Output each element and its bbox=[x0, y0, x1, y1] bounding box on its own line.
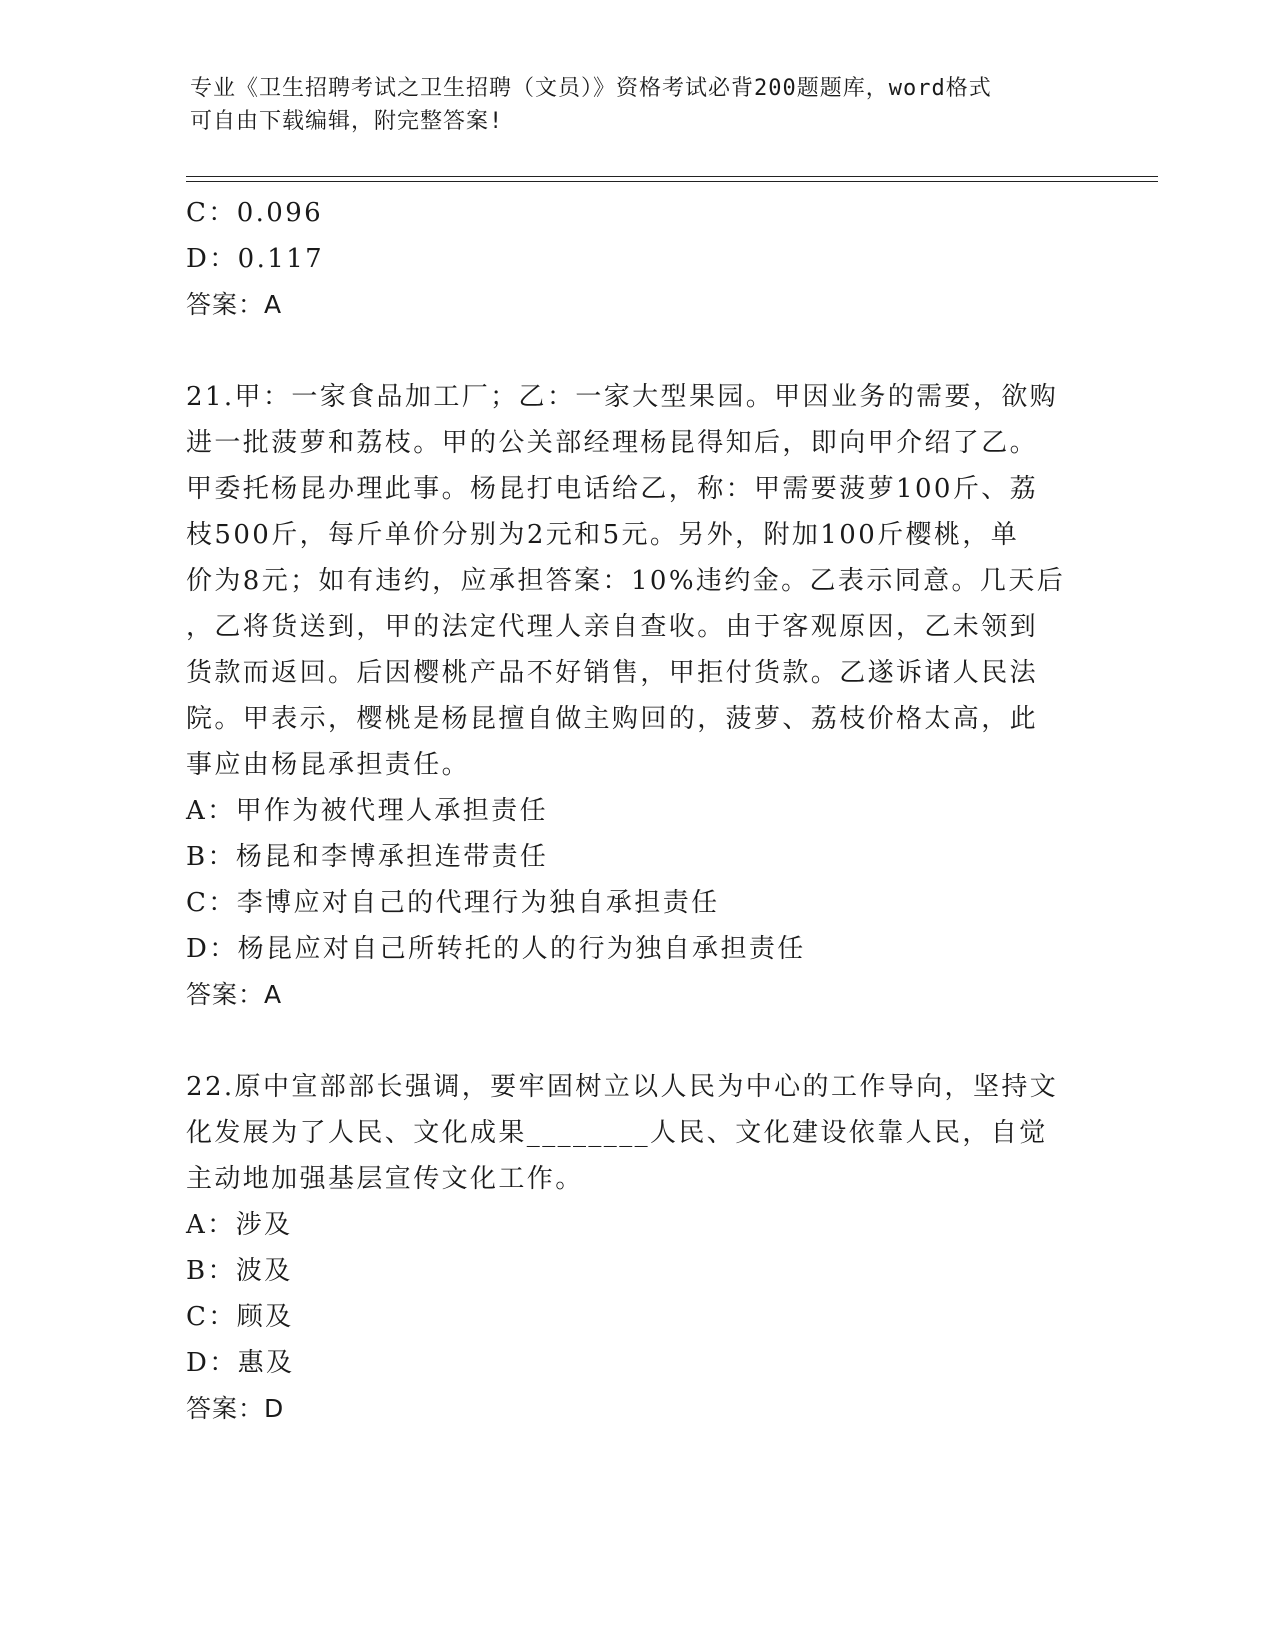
answer-line: 答案：A bbox=[186, 980, 283, 1009]
stem-line: 货款而返回。后因樱桃产品不好销售，甲拒付货款。乙遂诉诸人民法 bbox=[186, 658, 1039, 688]
question-21 bbox=[186, 374, 1086, 1018]
document-header bbox=[190, 72, 1090, 138]
stem-line: 主动地加强基层宣传文化工作。 bbox=[186, 1164, 584, 1194]
option-d: D：惠及 bbox=[186, 1348, 295, 1378]
answer-line: 答案：D bbox=[186, 1394, 285, 1423]
option-b: B：波及 bbox=[186, 1256, 293, 1286]
option-a: A：涉及 bbox=[186, 1210, 293, 1240]
question-22 bbox=[186, 1064, 1086, 1432]
stem-line: 事应由杨昆承担责任。 bbox=[186, 750, 471, 780]
stem-line: 21.甲：一家食品加工厂；乙：一家大型果园。甲因业务的需要，欲购 bbox=[186, 382, 1059, 412]
header-divider-top bbox=[186, 176, 1158, 177]
option-c: C：0.096 bbox=[186, 198, 324, 228]
stem-line: 价为8元；如有违约，应承担答案：10%违约金。乙表示同意。几天后 bbox=[186, 566, 1066, 596]
question-21-stem bbox=[186, 374, 1086, 788]
header-line-1: 专业《卫生招聘考试之卫生招聘（文员）》资格考试必背200题题库，word格式 bbox=[190, 76, 992, 101]
option-d: D：杨昆应对自己所转托的人的行为独自承担责任 bbox=[186, 934, 806, 964]
stem-line: 枝500斤，每斤单价分别为2元和5元。另外，附加100斤樱桃，单 bbox=[186, 520, 1020, 550]
header-line-2: 可自由下载编辑，附完整答案! bbox=[190, 109, 504, 134]
stem-line: ，乙将货送到，甲的法定代理人亲自查收。由于客观原因，乙未领到 bbox=[186, 612, 1039, 642]
stem-line: 甲委托杨昆办理此事。杨昆打电话给乙，称：甲需要菠萝100斤、荔 bbox=[186, 474, 1039, 504]
option-a: A：甲作为被代理人承担责任 bbox=[186, 796, 548, 826]
option-c: C：顾及 bbox=[186, 1302, 294, 1332]
stem-line: 进一批菠萝和荔枝。甲的公关部经理杨昆得知后，即向甲介绍了乙。 bbox=[186, 428, 1039, 458]
question-22-stem bbox=[186, 1064, 1086, 1202]
option-b: B：杨昆和李博承担连带责任 bbox=[186, 842, 549, 872]
stem-line: 化发展为了人民、文化成果________人民、文化建设依靠人民，自觉 bbox=[186, 1118, 1048, 1148]
document-body bbox=[186, 190, 1086, 1432]
option-d: D：0.117 bbox=[186, 244, 325, 274]
stem-line: 22.原中宣部部长强调，要牢固树立以人民为中心的工作导向，坚持文 bbox=[186, 1072, 1059, 1102]
stem-line: 院。甲表示，樱桃是杨昆擅自做主购回的，菠萝、荔枝价格太高，此 bbox=[186, 704, 1039, 734]
answer-line: 答案：A bbox=[186, 290, 283, 319]
option-c: C：李博应对自己的代理行为独自承担责任 bbox=[186, 888, 720, 918]
header-divider-bottom bbox=[186, 181, 1158, 182]
previous-question-tail bbox=[186, 190, 1086, 328]
